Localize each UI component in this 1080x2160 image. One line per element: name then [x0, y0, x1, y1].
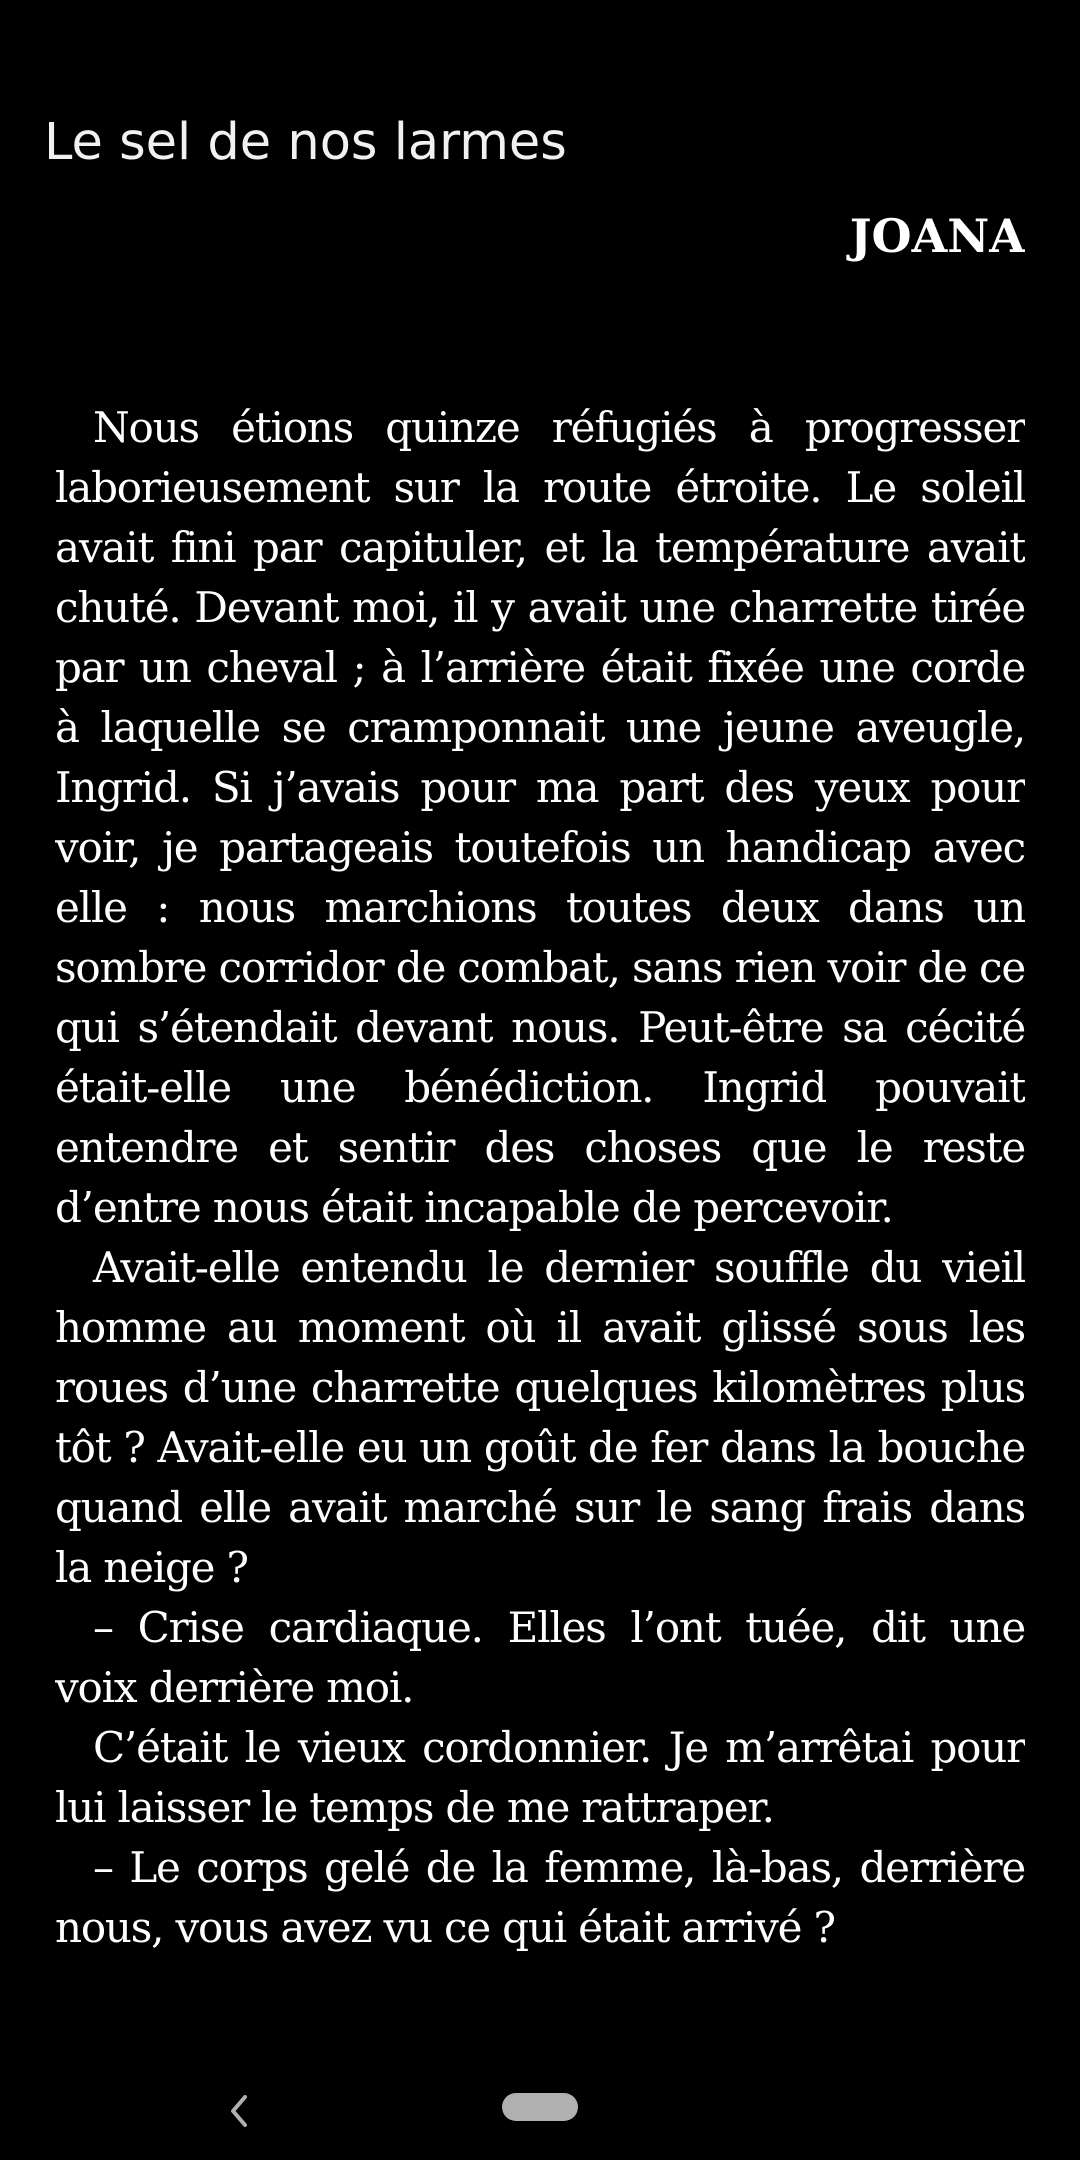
- chevron-left-icon: [214, 2086, 264, 2136]
- home-pill-icon[interactable]: [502, 2093, 578, 2121]
- paragraph: – Crise cardiaque. Elles l’ont tuée, dit une voix derrière moi.: [55, 1603, 1025, 1712]
- reading-page[interactable]: [55, 206, 1025, 2026]
- system-navigation-bar: [0, 2040, 1080, 2160]
- chapter-heading: JOANA: [849, 209, 1025, 263]
- book-title: Le sel de nos larmes: [44, 113, 567, 172]
- paragraph: – Le corps gelé de la femme, là-bas, derrière nous, vous avez vu ce qui était arrivé ?: [55, 1843, 1025, 1952]
- paragraph: Avait-elle entendu le dernier souffle du vieil homme au moment où il avait glissé sous les roues d’une charrette quelques kilomètres plus tôt ? Avait-elle eu un goût de fer dans la bouche quand elle avait marché sur le sang frais dans la neige ?: [55, 1243, 1025, 1592]
- paragraph: Nous étions quinze réfugiés à progresser laborieusement sur la route étroite. Le soleil avait fini par capituler, et la température avait chuté. Devant moi, il y avait une charrette tirée par un cheval ; à l’arrière était fixée une corde à laquelle se cramponnait une jeune aveugle, Ingrid. Si j’avais pour ma part des yeux pour voir, je partageais toutefois un handicap avec elle : nous marchions toutes deux dans un sombre corridor de combat, sans rien voir de ce qui s’étendait devant nous. Peut-être sa cécité était-elle une bénédiction. Ingrid pouvait entendre et sentir des choses que le reste d’entre nous était incapable de percevoir.: [55, 403, 1025, 1232]
- back-button[interactable]: [214, 2086, 264, 2136]
- paragraph: C’était le vieux cordonnier. Je m’arrêtai pour lui laisser le temps de me rattraper.: [55, 1723, 1025, 1832]
